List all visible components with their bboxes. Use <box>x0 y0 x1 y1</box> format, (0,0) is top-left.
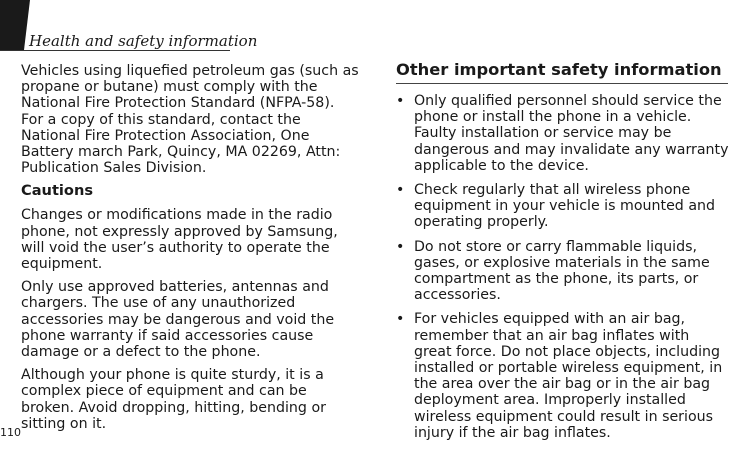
list-item <box>396 93 730 174</box>
section-rule <box>396 83 728 84</box>
bullet-icon: • <box>396 311 405 328</box>
safety-bullet-list <box>396 93 730 441</box>
list-item-text: Only qualified personnel should service the phone or install the phone in a vehicle. Faulty installation or service may be dangerous and may invalidate any warranty applicable to the device. <box>414 93 729 174</box>
section-heading: Other important safety information <box>396 60 722 79</box>
list-item <box>396 182 730 231</box>
list-item-text: Check regularly that all wireless phone equipment in your vehicle is mounted and operating properly. <box>414 182 716 231</box>
right-column <box>396 60 730 449</box>
header-accent-bar <box>0 0 30 50</box>
list-item <box>396 239 730 304</box>
bullet-icon: • <box>396 238 405 255</box>
cautions-paragraph: Only use approved batteries, antennas and chargers. The use of any unauthorized accessories may be dangerous and void the phone warranty if said accessories cause damage or a defect to the phone. <box>21 279 335 361</box>
bullet-icon: • <box>396 182 405 199</box>
list-item-text: For vehicles equipped with an air bag, remember that an air bag inflates with great force. Do not place objects, including installed or portable wireless equipment, in the area over the air bag or in the air bag deployment area. Improperly installed wireless equipment could result in serious injury if the air bag inflates. <box>414 311 723 441</box>
cautions-heading: Cautions <box>21 182 94 200</box>
list-item <box>396 311 730 441</box>
header-title: Health and safety information <box>29 32 258 50</box>
intro-paragraph: Vehicles using liquefied petroleum gas (such as propane or butane) must comply with the National Fire Protection Standard (NFPA-58). For a copy of this standard, contact the National Fire Protection Association, One Battery march Park, Quincy, MA 02269, Attn: Publication Sales Division. <box>21 63 359 177</box>
list-item-text: Do not store or carry flammable liquids, gases, or explosive materials in the same compartment as the phone, its parts, or accessories. <box>414 238 710 304</box>
cautions-paragraph: Changes or modifications made in the radio phone, not expressly approved by Samsung, will void the user’s authority to operate the equipment. <box>21 207 338 273</box>
header-rule <box>0 50 230 51</box>
cautions-paragraph: Although your phone is quite sturdy, it is a complex piece of equipment and can be broken. Avoid dropping, hitting, bending or sitting on it. <box>21 367 326 432</box>
bullet-icon: • <box>396 93 405 109</box>
left-column <box>21 63 361 439</box>
page-number: 110 <box>0 426 21 439</box>
